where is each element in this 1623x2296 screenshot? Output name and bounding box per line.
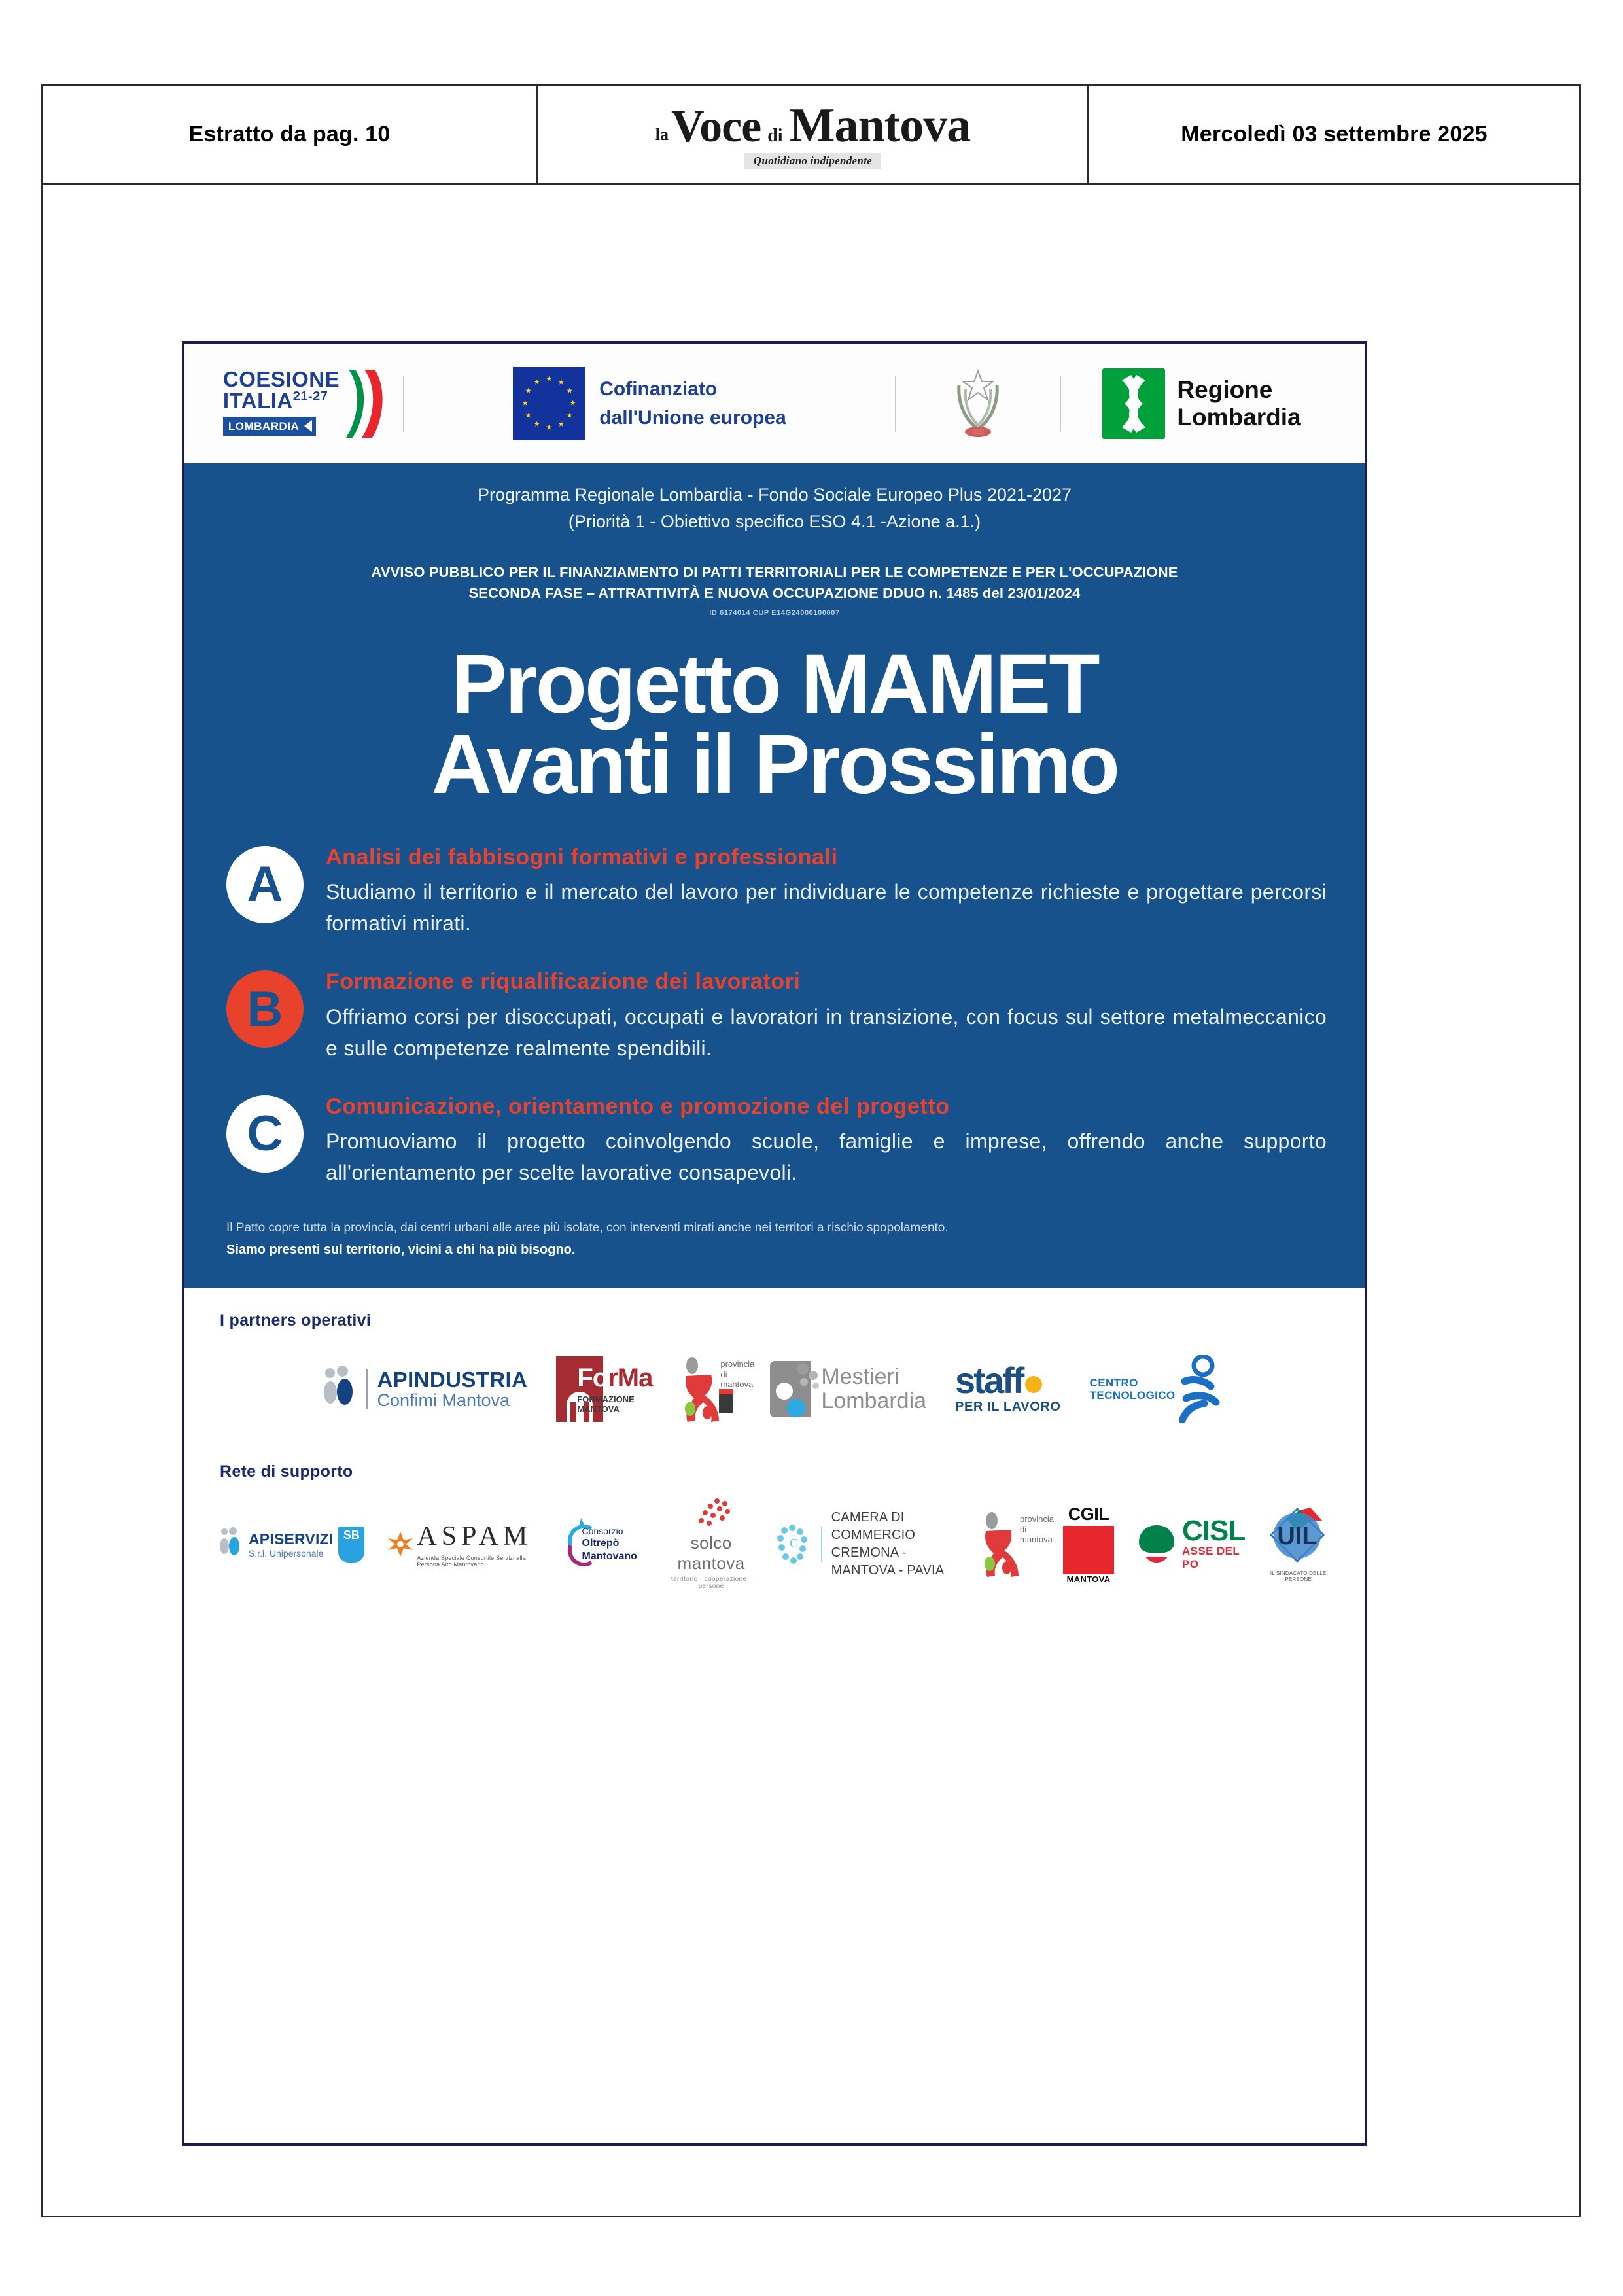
block-badge-b: B: [226, 970, 304, 1048]
forma-name: ForMa: [577, 1364, 653, 1393]
provincia-sub: di mantova: [720, 1369, 754, 1390]
masthead-wordmark: [655, 99, 971, 153]
support-logo-uil: [1267, 1506, 1329, 1582]
italy-flag-swoosh-icon: [346, 368, 387, 439]
consorzio-sub: Oltrepò Mantovano: [582, 1538, 637, 1563]
support-logo-cisl: [1136, 1517, 1245, 1571]
cgil-sub: MANTOVA: [1066, 1574, 1111, 1585]
poster-title-line2: Avanti il Prossimo: [431, 717, 1118, 811]
programme-line1: Programma Regionale Lombardia - Fondo Sociale Europeo Plus 2021-2027: [477, 485, 1072, 504]
aspam-name: ASPAM: [417, 1521, 532, 1552]
svg-text:C: C: [790, 1536, 799, 1551]
partners-label: I partners operativi: [220, 1311, 372, 1330]
support-logo-aspam: [387, 1521, 540, 1568]
block-heading-b: Formazione e riqualificazione dei lavoratori: [326, 969, 801, 995]
partner-logo-apindustria: [324, 1366, 527, 1413]
masthead-mantova: Mantova: [789, 99, 971, 153]
notice-line2: SECONDA FASE – ATTRATTIVITÀ E NUOVA OCCUPAZIONE DDUO n. 1485 del 23/01/2024: [468, 584, 1081, 601]
advert-poster: [182, 341, 1367, 2146]
support-logo-camera-commercio: [775, 1509, 958, 1580]
camera-commercio-name: CAMERA DI COMMERCIO: [831, 1510, 916, 1543]
solco-dots-icon: [686, 1498, 737, 1530]
uil-sub: IL SINDACATO DELLE PERSONE: [1270, 1570, 1327, 1583]
poster-title-line1: Progetto MAMET: [451, 637, 1098, 731]
forma-sub: FORMAZIONE MANTOVA: [577, 1394, 635, 1415]
solco-name: solco mantova: [677, 1533, 745, 1574]
partners-section: [184, 1288, 1365, 1590]
partner-logo-mestieri-lombardia: [770, 1361, 926, 1417]
mestieri-name: Mestieri: [821, 1364, 899, 1389]
cgil-red-box: [1063, 1526, 1114, 1574]
aspam-star-figure-icon: [387, 1530, 414, 1558]
partner-logo-provincia-mantova: [681, 1355, 755, 1423]
provincia-mantova-figure-icon: [981, 1510, 1055, 1578]
block-badge-a: A: [226, 846, 304, 923]
coesione-years: 21-27: [292, 389, 328, 404]
repubblica-italiana-emblem-icon: [896, 367, 1060, 440]
centro-tecnologico-sub: TECNOLOGICO: [1089, 1389, 1176, 1402]
header-date-cell: [1089, 86, 1579, 183]
block-badge-c: C: [226, 1095, 304, 1173]
apiservizi-figures-icon: [220, 1527, 243, 1561]
action-block: [226, 1093, 1327, 1189]
eu-cofinance-logo: [404, 367, 895, 440]
masthead-la: la: [655, 125, 669, 145]
cisl-name: CISL: [1181, 1515, 1246, 1547]
action-block: [226, 843, 1327, 940]
support-logo-solco-mantova: [669, 1498, 753, 1590]
clipping-header: [43, 86, 1579, 185]
provincia-sub-2: di mantova: [1019, 1524, 1053, 1545]
mestieri-sub: Lombardia: [821, 1388, 927, 1414]
apiservizi-sb-badge: SB: [338, 1527, 364, 1563]
header-extract-cell: [43, 86, 536, 183]
notice-line1: AVVISO PUBBLICO PER IL FINANZIAMENTO DI PATTI TERRITORIALI PER LE COMPETENZE E PER L'OCCUPAZIONE: [371, 564, 1178, 580]
uil-mark-icon: [1267, 1506, 1327, 1569]
regione-lombardia-logo: [1061, 368, 1342, 439]
poster-blue-panel: [184, 463, 1365, 1288]
masthead-voce: Voce: [671, 101, 761, 152]
camera-commercio-sub: CREMONA - MANTOVA - PAVIA: [831, 1545, 945, 1578]
consorzio-name: Consorzio: [582, 1525, 623, 1536]
apindustria-figures-icon: [324, 1366, 358, 1413]
eu-flag-icon: [513, 367, 585, 440]
support-label: Rete di supporto: [220, 1462, 353, 1481]
masthead-tagline: Quotidiano indipendente: [744, 153, 881, 169]
cisl-sub: ASSE DEL PO: [1181, 1545, 1240, 1571]
block-text-c: Promuoviamo il progetto coinvolgendo scuole, famiglie e imprese, offrendo anche supporto all'orientamento per scelte lavorative consapevoli.: [326, 1129, 1327, 1185]
apiservizi-name: APISERVIZI: [249, 1530, 334, 1547]
coverage-note: [226, 1217, 1327, 1262]
partner-logo-forma: [556, 1356, 652, 1422]
apiservizi-sub: S.r.l. Unipersonale: [249, 1547, 324, 1559]
cgil-name: CGIL: [1068, 1504, 1109, 1525]
extract-label: Estratto da pag. 10: [188, 122, 391, 147]
masthead-cell: [536, 86, 1089, 183]
mestieri-mark-icon: [770, 1361, 811, 1417]
partners-logo-row: [220, 1350, 1329, 1428]
support-logo-apiservizi: [220, 1527, 364, 1563]
support-logo-provincia-mantova: [981, 1510, 1055, 1578]
regione-lombardia-rose-icon: [1102, 368, 1165, 439]
cisl-mark-icon: [1136, 1524, 1177, 1564]
apindustria-name: APINDUSTRIA: [377, 1367, 528, 1392]
apindustria-sub: Confimi Mantova: [377, 1390, 510, 1410]
camera-commercio-mark-icon: [775, 1524, 812, 1564]
block-heading-c: Comunicazione, orientamento e promozione del progetto: [326, 1093, 950, 1119]
staff-dot-icon: [1025, 1376, 1042, 1393]
coverage-note-line1: Il Patto copre tutta la provincia, dai centri urbani alle aree più isolate, con interventi mirati anche nei territori a rischio spopolamento.: [226, 1221, 949, 1235]
programme-line2: (Priorità 1 - Obiettivo specifico ESO 4.1 -Azione a.1.): [568, 511, 981, 531]
centro-tecnologico-name: CENTRO: [1089, 1376, 1138, 1389]
page-frame: [41, 84, 1581, 2217]
staff-sub: PER IL LAVORO: [955, 1399, 1061, 1414]
public-notice: [184, 562, 1365, 604]
coverage-note-line2: Siamo presenti sul territorio, vicini a chi ha più bisogno.: [226, 1243, 576, 1258]
block-heading-a: Analisi dei fabbisogni formativi e professionali: [326, 844, 838, 870]
regione-line2: Lombardia: [1177, 403, 1301, 431]
staff-name-row: [955, 1359, 1061, 1401]
eu-line1: Cofinanziato: [599, 378, 718, 400]
support-logo-consorzio-oltrepo: [563, 1517, 648, 1572]
partner-logo-centro-tecnologico: [1090, 1355, 1225, 1423]
support-logo-row: [220, 1498, 1329, 1590]
provincia-name-2: provincia: [1019, 1514, 1055, 1525]
coesione-line2: ITALIA: [222, 388, 293, 413]
uil-name: UIL: [1277, 1523, 1318, 1551]
coesione-line1: COESIONE: [222, 366, 340, 391]
aspam-sub: Azienda Speciale Consortile Servizi alla Persona Alto Mantovano: [417, 1555, 526, 1568]
coesione-region-band: LOMBARDIA: [223, 417, 316, 436]
eu-line2: dall'Unione europea: [599, 406, 786, 429]
poster-title: [184, 637, 1365, 811]
action-block: [226, 968, 1327, 1064]
support-logo-cgil: [1063, 1504, 1114, 1584]
centro-tecnologico-figure-icon: [1179, 1355, 1225, 1423]
partner-logo-staff: [955, 1359, 1061, 1415]
programme-line: [184, 482, 1365, 535]
regione-line1: Regione: [1177, 376, 1273, 404]
block-text-b: Offriamo corsi per disoccupati, occupati e lavoratori in transizione, con focus sul settore metalmeccanico e sulle competenze realmente spendibili.: [326, 1004, 1327, 1060]
masthead-di: di: [767, 126, 783, 147]
coesione-italia-logo: [207, 368, 403, 439]
provincia-mantova-figure-icon: [681, 1355, 755, 1423]
funder-logo-strip: [184, 344, 1365, 463]
notice-ids: ID 6174014 CUP E14G24000100007: [709, 609, 840, 617]
publication-date: Mercoledì 03 settembre 2025: [1181, 122, 1488, 147]
provincia-name: provincia: [720, 1359, 755, 1369]
staff-name: staff: [955, 1359, 1023, 1401]
block-text-a: Studiamo il territorio e il mercato del lavoro per individuare le competenze richieste e progettare percorsi formativi mirati.: [326, 880, 1327, 936]
solco-sub: territorio · cooperazione · persone: [671, 1576, 752, 1591]
action-blocks: [184, 843, 1365, 1189]
